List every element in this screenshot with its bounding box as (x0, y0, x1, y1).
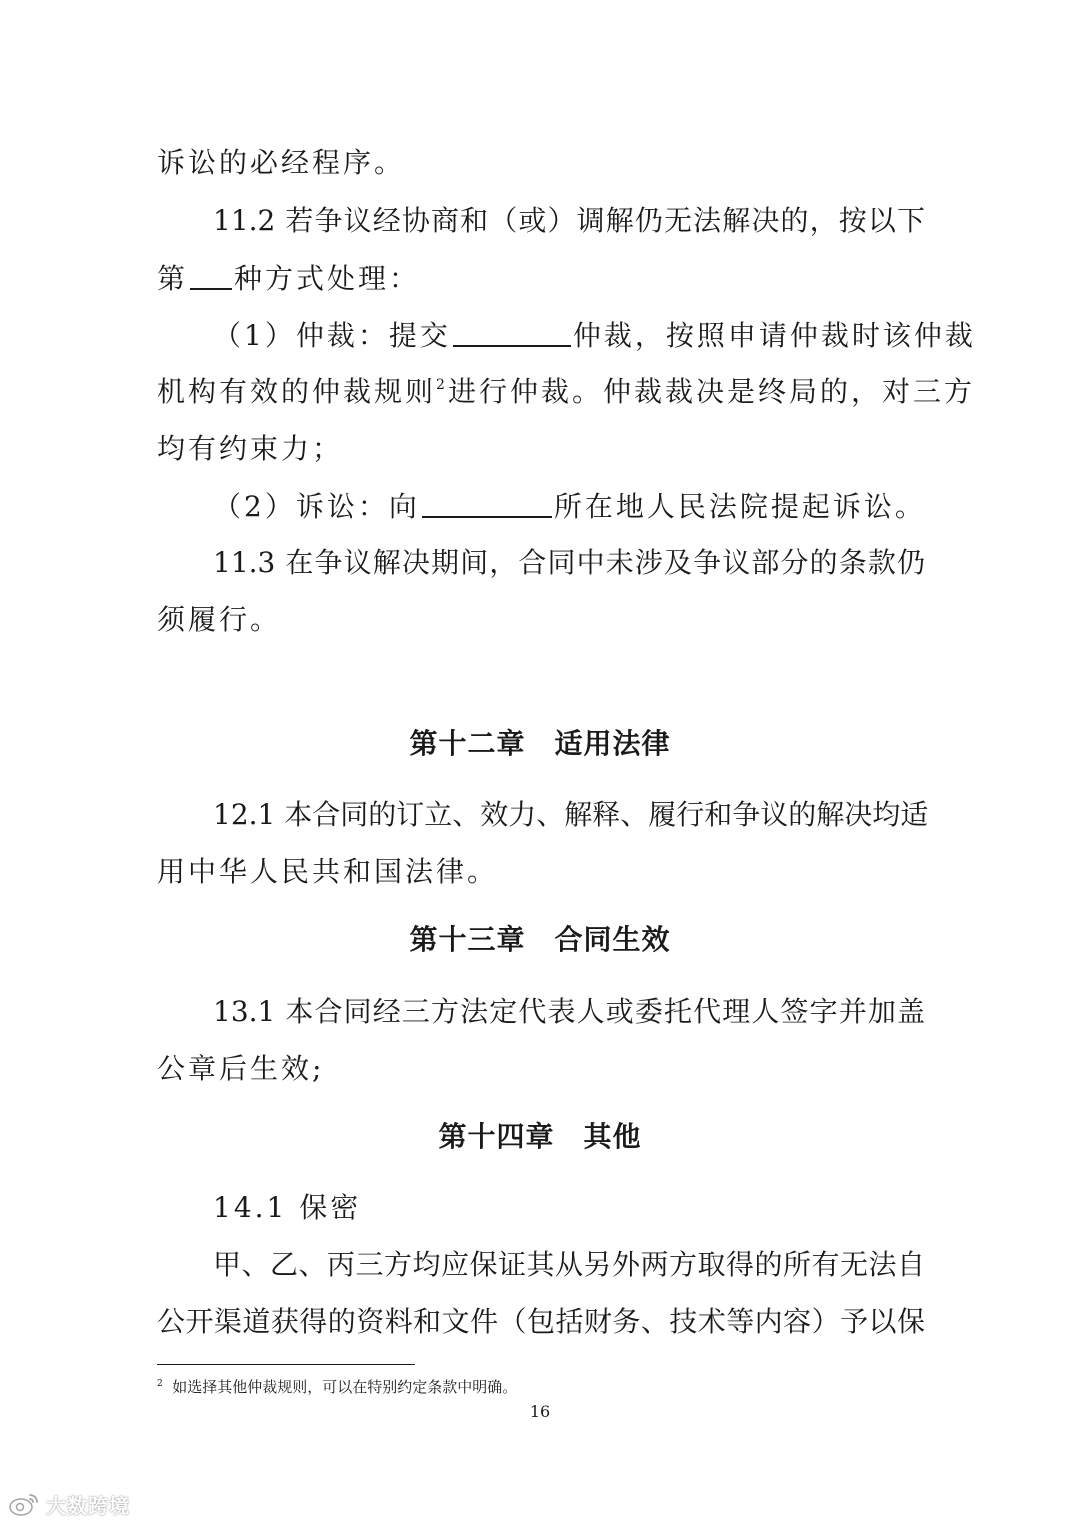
page-number: 16 (529, 1402, 551, 1421)
text-line: 公章后生效; (157, 1052, 325, 1085)
text-line: （2）诉讼：向 所在地人民法院提起诉讼。 (213, 486, 925, 526)
footnote-ref: 2 (436, 377, 448, 393)
text-line: 公开渠道获得的资料和文件（包括财务、技术等内容）予以保 (157, 1305, 925, 1338)
text-line: 诉讼的必经程序。 (157, 146, 406, 179)
footnote (157, 1377, 517, 1397)
text-line: 均有约束力； (157, 432, 344, 465)
footnote-mark: 2 (157, 1379, 163, 1389)
fill-blank (190, 258, 232, 290)
text-line: 用中华人民共和国法律。 (157, 855, 499, 888)
clause-11-3: 11.3 在争议解决期间，合同中未涉及争议部分的条款仍 (213, 546, 925, 579)
text-line: 须履行。 (157, 603, 282, 636)
clause-13-1: 13.1 本合同经三方法定代表人或委托代理人签字并加盖 (213, 995, 925, 1028)
clause-12-1: 12.1 本合同的订立、效力、解释、履行和争议的解决均适 (213, 798, 929, 831)
text-line: （1）仲裁：提交 仲裁，按照申请仲裁时该仲裁 (213, 315, 925, 355)
watermark-text: 大数跨境 (46, 1493, 130, 1518)
weibo-logo-icon (8, 1491, 40, 1517)
clause-11-2: 11.2 若争议经协商和（或）调解仍无法解决的，按以下 (213, 204, 925, 237)
text-line: 机构有效的仲裁规则$^2$进行仲裁。仲裁裁决是终局的，对三方 (157, 375, 975, 408)
fill-blank (453, 315, 571, 347)
text-line: 甲、乙、丙三方均应保证其从另外两方取得的所有无法自 (213, 1248, 925, 1281)
footnote-divider (157, 1364, 415, 1365)
watermark (8, 1490, 130, 1518)
chapter-heading: 第十三章 合同生效 (409, 923, 671, 956)
text-line: 第 种方式处理： (157, 258, 925, 298)
chapter-heading: 第十二章 适用法律 (409, 727, 671, 760)
chapter-heading: 第十四章 其他 (438, 1120, 642, 1153)
footnote-text: 如选择其他仲裁规则，可以在特别约定条款中明确。 (172, 1378, 518, 1396)
clause-14-1: 14.1 保密 (213, 1191, 362, 1224)
fill-blank (422, 486, 552, 518)
